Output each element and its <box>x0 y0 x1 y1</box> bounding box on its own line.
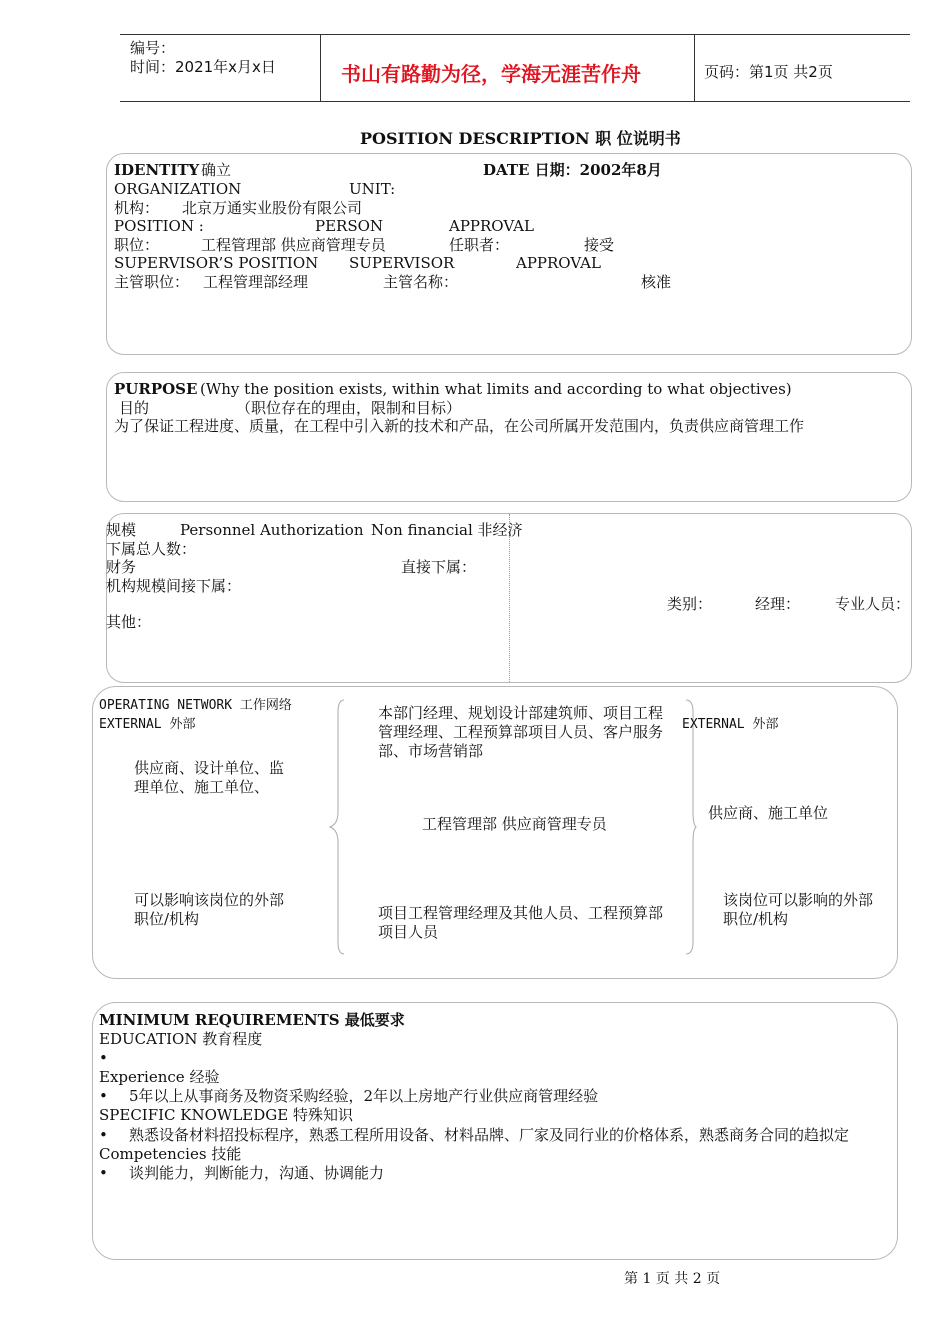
sup-name-label: 主管名称： <box>383 273 459 291</box>
motto: 书山有路勤为径，学海无涯苦作舟 <box>341 62 641 86</box>
experience-bullet: • <box>99 1087 108 1105</box>
network-right-bottom: 该岗位可以影响的外部职位/机构 <box>723 891 874 928</box>
unit-label: UNIT: <box>349 180 396 198</box>
purpose-desc: (Why the position exists, within what limits and according to what objectives) <box>200 380 792 398</box>
sup-pos-name: 工程管理部经理 <box>203 273 309 291</box>
network-heading <box>99 694 292 713</box>
finance-label: 财务 <box>106 558 137 576</box>
identity-heading-cn: 确立 <box>201 161 232 179</box>
external-right-label: EXTERNAL 外部 <box>682 717 779 732</box>
network-center-bottom: 项目工程管理经理及其他人员、工程预算部项目人员 <box>378 904 664 941</box>
identity-date: DATE 日期：2002年8月 <box>483 161 662 179</box>
direct-subordinates: 直接下属： <box>401 558 477 576</box>
network-right-mid: 供应商、施工单位 <box>708 804 829 822</box>
network-left-top: 供应商、设计单位、监理单位、施工单位、 <box>134 759 285 796</box>
position-label: POSITION : <box>114 217 204 235</box>
right-brace <box>684 698 704 956</box>
page-label: 页码：第1页 共2页 <box>704 63 833 81</box>
network-left-bottom: 可以影响该岗位的外部职位/机构 <box>134 891 285 928</box>
accept-label: 接受 <box>584 236 615 254</box>
professional-label: 专业人员： <box>835 595 911 613</box>
approve-cn: 核准 <box>641 273 672 291</box>
total-subordinates: 下属总人数： <box>106 540 197 558</box>
time-label: 时间：2021年x月x日 <box>130 58 276 76</box>
knowledge-label: SPECIFIC KNOWLEDGE 特殊知识 <box>99 1106 353 1124</box>
approval-label: APPROVAL <box>449 217 534 235</box>
knowledge-bullet: • <box>99 1126 108 1144</box>
person-label: PERSON <box>315 217 384 235</box>
network-center-mid: 工程管理部 供应商管理专员 <box>422 815 607 833</box>
competencies-item: 谈判能力，判断能力，沟通、协调能力 <box>129 1164 385 1182</box>
org-name: 北京万通实业股份有限公司 <box>182 199 363 217</box>
document-title: POSITION DESCRIPTION 职 位说明书 <box>360 129 681 148</box>
competencies-label: Competencies 技能 <box>99 1145 242 1163</box>
holder-label: 任职者： <box>449 236 510 254</box>
knowledge-item: 熟悉设备材料招投标程序，熟悉工程所用设备、材料品牌、厂家及同行业的价格体系，熟悉商务合同的趋拟定 <box>129 1126 850 1144</box>
page-footer: 第 1 页 共 2 页 <box>624 1271 721 1287</box>
header-top-rule <box>120 34 910 35</box>
purpose-text: 为了保证工程进度、质量，在工程中引入新的技术和产品，在公司所属开发范围内，负责供应商管理工作 <box>114 417 805 435</box>
sup-cn-label: 主管职位： <box>114 273 190 291</box>
external-left-label: EXTERNAL 外部 <box>99 717 196 732</box>
header-divider-1 <box>320 34 321 102</box>
purpose-desc-cn: （职位存在的理由，限制和目标） <box>236 399 462 417</box>
experience-item: 5年以上从事商务及物资采购经验，2年以上房地产行业供应商管理经验 <box>129 1087 599 1105</box>
manager-label: 经理： <box>755 595 801 613</box>
experience-label: Experience 经验 <box>99 1068 220 1086</box>
header-bottom-rule <box>120 101 910 102</box>
supervisor-label: SUPERVISOR <box>349 254 455 272</box>
non-financial: Non financial 非经济 <box>371 521 523 539</box>
header-divider-2 <box>694 34 695 102</box>
organization-label: ORGANIZATION <box>114 180 242 198</box>
identity-heading: IDENTITY <box>114 161 200 179</box>
left-brace <box>326 698 346 956</box>
pos-cn-label: 职位： <box>114 236 160 254</box>
education-bullet: • <box>99 1049 108 1067</box>
network-heading-text: OPERATING NETWORK 工作网络 <box>99 698 292 713</box>
network-center-top: 本部门经理、规划设计部建筑师、项目工程管理经理、工程预算部项目人员、客户服务部、市场营销部 <box>378 704 664 760</box>
org-cn-label: 机构： <box>114 199 160 217</box>
number-label: 编号： <box>130 39 176 57</box>
other-label: 其他： <box>106 613 152 631</box>
scale-label: 规模 <box>106 521 137 539</box>
education-label: EDUCATION 教育程度 <box>99 1030 263 1048</box>
competencies-bullet: • <box>99 1164 108 1182</box>
purpose-heading: PURPOSE <box>114 380 198 398</box>
purpose-heading-cn: 目的 <box>119 399 150 417</box>
requirements-heading: MINIMUM REQUIREMENTS 最低要求 <box>99 1011 405 1029</box>
approval-label-2: APPROVAL <box>516 254 601 272</box>
personnel-authorization: Personnel Authorization <box>180 521 364 539</box>
category-label: 类别： <box>667 595 713 613</box>
indirect-subordinates: 机构规模间接下属： <box>106 577 242 595</box>
pos-name: 工程管理部 供应商管理专员 <box>201 236 386 254</box>
supervisor-position-label: SUPERVISOR’S POSITION <box>114 254 319 272</box>
